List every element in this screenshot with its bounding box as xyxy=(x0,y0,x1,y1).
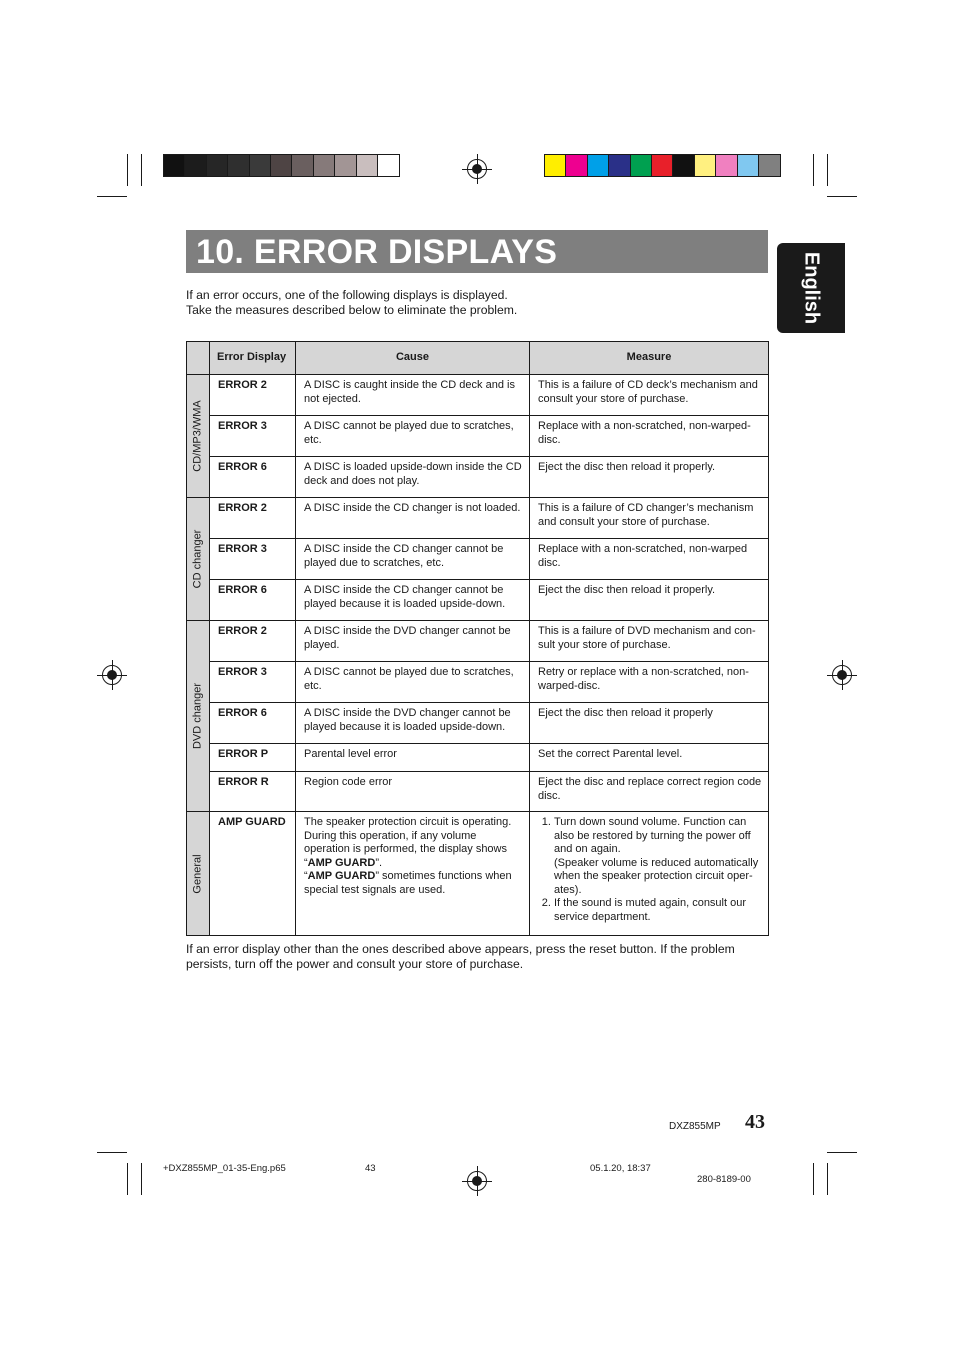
table-row xyxy=(187,621,769,662)
table-row xyxy=(187,498,769,539)
color-swatch xyxy=(631,155,652,176)
crop-mark xyxy=(97,1152,127,1153)
error-cause: A DISC cannot be played due to scratches, etc. xyxy=(296,662,530,703)
crop-mark xyxy=(827,154,828,186)
footer-date: 05.1.20, 18:37 xyxy=(590,1163,651,1174)
error-measure: This is a failure of DVD mechanism and con-sult your store of purchase. xyxy=(530,621,769,662)
table-row xyxy=(187,744,769,772)
intro-line-2: Take the measures described below to eliminate the problem. xyxy=(186,303,518,317)
color-swatch xyxy=(207,155,228,176)
group-header-cell xyxy=(187,342,210,375)
crop-mark xyxy=(127,154,128,186)
error-code: AMP GUARD xyxy=(210,812,296,936)
table-row xyxy=(187,662,769,703)
color-swatch xyxy=(335,155,356,176)
error-cause: The speaker protection circuit is operating. During this operation, if any volume operation is performed, the display shows “AMP GUARD”. “AMP GUARD” sometimes functions when special test signals are used. xyxy=(296,812,530,936)
table-row xyxy=(187,457,769,498)
error-cause: A DISC inside the CD changer cannot be played because it is loaded upside-down. xyxy=(296,580,530,621)
language-tab-label: English xyxy=(800,251,823,325)
color-calibration-bar xyxy=(544,154,781,177)
table-row xyxy=(187,416,769,457)
crop-mark xyxy=(141,154,142,186)
color-swatch xyxy=(652,155,673,176)
error-measure: Set the correct Parental level. xyxy=(530,744,769,772)
color-swatch xyxy=(271,155,292,176)
error-measure: Eject the disc then reload it properly. xyxy=(530,457,769,498)
color-swatch xyxy=(759,155,780,176)
error-code: ERROR 2 xyxy=(210,375,296,416)
error-cause: A DISC inside the CD changer cannot be played due to scratches, etc. xyxy=(296,539,530,580)
intro-line-1: If an error occurs, one of the following displays is displayed. xyxy=(186,288,508,302)
error-measure: Retry or replace with a non-scratched, non-warped-disc. xyxy=(530,662,769,703)
table-row xyxy=(187,375,769,416)
group-label-dvd-changer: DVD changer xyxy=(187,621,210,812)
table-row xyxy=(187,703,769,744)
language-tab xyxy=(777,243,845,333)
column-header-error-display: Error Display xyxy=(210,342,296,375)
section-title-bar xyxy=(186,230,768,273)
error-measure: Replace with a non-scratched, non-warped-disc. xyxy=(530,416,769,457)
error-measure: Replace with a non-scratched, non-warped disc. xyxy=(530,539,769,580)
table-header-row xyxy=(187,342,769,375)
footer-sheet-number: 43 xyxy=(365,1163,376,1174)
crop-mark xyxy=(827,196,857,197)
page-title: 10. ERROR DISPLAYS xyxy=(196,233,558,271)
column-header-cause: Cause xyxy=(296,342,530,375)
crop-mark xyxy=(141,1163,142,1195)
error-cause: A DISC inside the DVD changer cannot be played. xyxy=(296,621,530,662)
error-measure: Eject the disc and replace correct region code disc. xyxy=(530,772,769,812)
column-header-measure: Measure xyxy=(530,342,769,375)
crop-mark xyxy=(827,1163,828,1195)
error-code: ERROR 3 xyxy=(210,662,296,703)
color-swatch xyxy=(185,155,206,176)
error-code: ERROR 6 xyxy=(210,457,296,498)
after-table-note: If an error display other than the ones described above appears, press the reset button. If the problem persists, turn off the power and consult your store of purchase. xyxy=(186,942,735,971)
table-row xyxy=(187,580,769,621)
color-swatch xyxy=(378,155,399,176)
crop-mark xyxy=(827,1152,857,1153)
color-swatch xyxy=(545,155,566,176)
footer-file-name: +DXZ855MP_01-35-Eng.p65 xyxy=(163,1163,286,1174)
error-cause: A DISC is caught inside the CD deck and is not ejected. xyxy=(296,375,530,416)
error-measure: Eject the disc then reload it properly. xyxy=(530,580,769,621)
error-measure: This is a failure of CD changer’s mechanism and consult your store of purchase. xyxy=(530,498,769,539)
error-measure xyxy=(530,812,769,936)
error-code: ERROR 2 xyxy=(210,621,296,662)
gray-calibration-bar xyxy=(163,154,400,177)
color-swatch xyxy=(292,155,313,176)
error-cause: A DISC is loaded upside-down inside the CD deck and does not play. xyxy=(296,457,530,498)
crop-mark xyxy=(813,1163,814,1195)
color-swatch xyxy=(695,155,716,176)
error-code: ERROR 3 xyxy=(210,539,296,580)
color-swatch xyxy=(228,155,249,176)
color-swatch xyxy=(250,155,271,176)
error-code: ERROR 3 xyxy=(210,416,296,457)
intro-text xyxy=(186,288,517,318)
group-label-cd-changer: CD changer xyxy=(187,498,210,621)
model-name: DXZ855MP xyxy=(669,1121,721,1132)
error-code: ERROR P xyxy=(210,744,296,772)
crop-mark xyxy=(97,196,127,197)
color-swatch xyxy=(588,155,609,176)
error-cause: A DISC cannot be played due to scratches, etc. xyxy=(296,416,530,457)
crop-mark xyxy=(813,154,814,186)
error-cause: Parental level error xyxy=(296,744,530,772)
color-swatch xyxy=(738,155,759,176)
error-measure: This is a failure of CD deck’s mechanism and consult your store of purchase. xyxy=(530,375,769,416)
error-cause: A DISC inside the CD changer is not loaded. xyxy=(296,498,530,539)
table-row xyxy=(187,539,769,580)
error-display-table xyxy=(186,341,769,936)
crop-mark xyxy=(127,1163,128,1195)
color-swatch xyxy=(566,155,587,176)
error-code: ERROR 6 xyxy=(210,580,296,621)
error-code: ERROR R xyxy=(210,772,296,812)
error-code: ERROR 6 xyxy=(210,703,296,744)
error-cause: A DISC inside the DVD changer cannot be played because it is loaded upside-down. xyxy=(296,703,530,744)
color-swatch xyxy=(716,155,737,176)
color-swatch xyxy=(314,155,335,176)
measure-step: 2. If the sound is muted again, consult our service department. xyxy=(554,897,762,924)
group-label-general: General xyxy=(187,812,210,936)
group-label-cd-mp3-wma: CD/MP3/WMA xyxy=(187,375,210,498)
table-row xyxy=(187,772,769,812)
table-row xyxy=(187,812,769,936)
error-code: ERROR 2 xyxy=(210,498,296,539)
measure-step: 1. Turn down sound volume. Function can also be restored by turning the power off and on again. (Speaker volume is reduced automatically when the speaker protection circuit oper-ates). xyxy=(554,816,762,897)
error-cause: Region code error xyxy=(296,772,530,812)
error-measure: Eject the disc then reload it properly xyxy=(530,703,769,744)
page-number: 43 xyxy=(745,1111,765,1133)
color-swatch xyxy=(673,155,694,176)
footer-part-number: 280-8189-00 xyxy=(697,1174,751,1185)
color-swatch xyxy=(357,155,378,176)
color-swatch xyxy=(164,155,185,176)
color-swatch xyxy=(609,155,630,176)
